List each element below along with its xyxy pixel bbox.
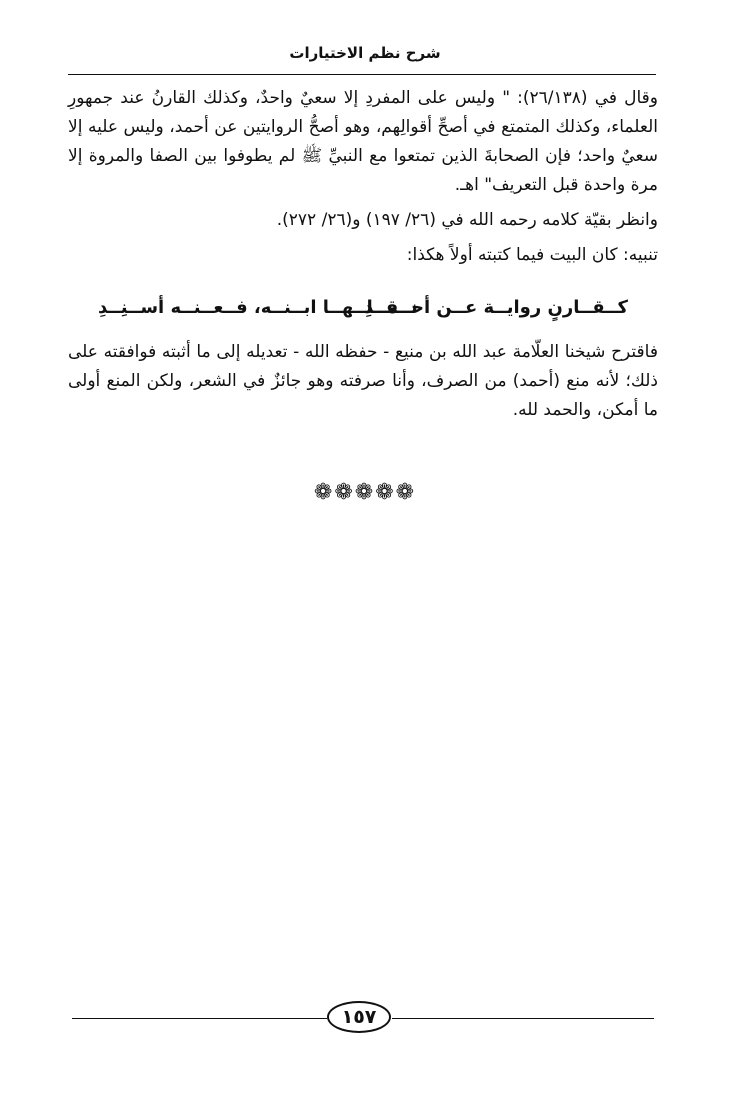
body-text <box>68 84 658 270</box>
page-number: ١٥٧ <box>327 1001 391 1033</box>
running-header-title: شرح نظم الاختيارات <box>289 44 441 62</box>
poem-verse <box>98 297 628 327</box>
closing-paragraph-text: فاقترح شيخنا العلّامة عبد الله بن منيع - حفظه الله - تعديله إلى ما أثبته فوافقته على ذلك؛ لأنه منع (أحمد) من الصرف، وأنا صرفته وهو جائزٌ في الشعر، ولكن المنع أولى ما أمكن، والحمد لله. <box>68 342 658 420</box>
header-rule <box>68 74 656 75</box>
quote-paragraph: وقال في (٢٦/١٣٨): " وليس على المفردِ إلا سعيٌ واحدٌ، وكذلك القارنُ عند جمهورِ العلماء، وكذلك المتمتع في أصحِّ أقوالِهم، وهو أصحُّ الروايتين عن أحمد، وليس عليه إلا سعيٌ واحد؛ فإن الصحابةَ الذين تمتعوا مع النبيِّ ﷺ لم يطوفوا بين الصفا والمروة إلا مرة واحدة قبل التعريف" اهـ. <box>68 88 659 195</box>
see-also-paragraph: وانظر بقيّة كلامه رحمه الله في (٢٦/ ١٩٧) و(٢٦/ ٢٧٢). <box>276 210 658 230</box>
note-paragraph: تنبيه: كان البيت فيما كتبته أولاً هكذا: <box>406 245 658 265</box>
footer-rule-right <box>392 1018 654 1019</box>
section-end-ornament: ❁❁❁❁❁ <box>313 480 417 505</box>
footer-rule-left <box>72 1018 327 1019</box>
closing-paragraph <box>68 338 658 425</box>
verse-second-hemistich: نــقــلــهــا ابــنــه، فــعــنــه أســنِــدِ <box>98 297 418 318</box>
verse-first-hemistich: كــقــارنٍ روايــة عــن أحــمــدِ <box>363 297 628 318</box>
